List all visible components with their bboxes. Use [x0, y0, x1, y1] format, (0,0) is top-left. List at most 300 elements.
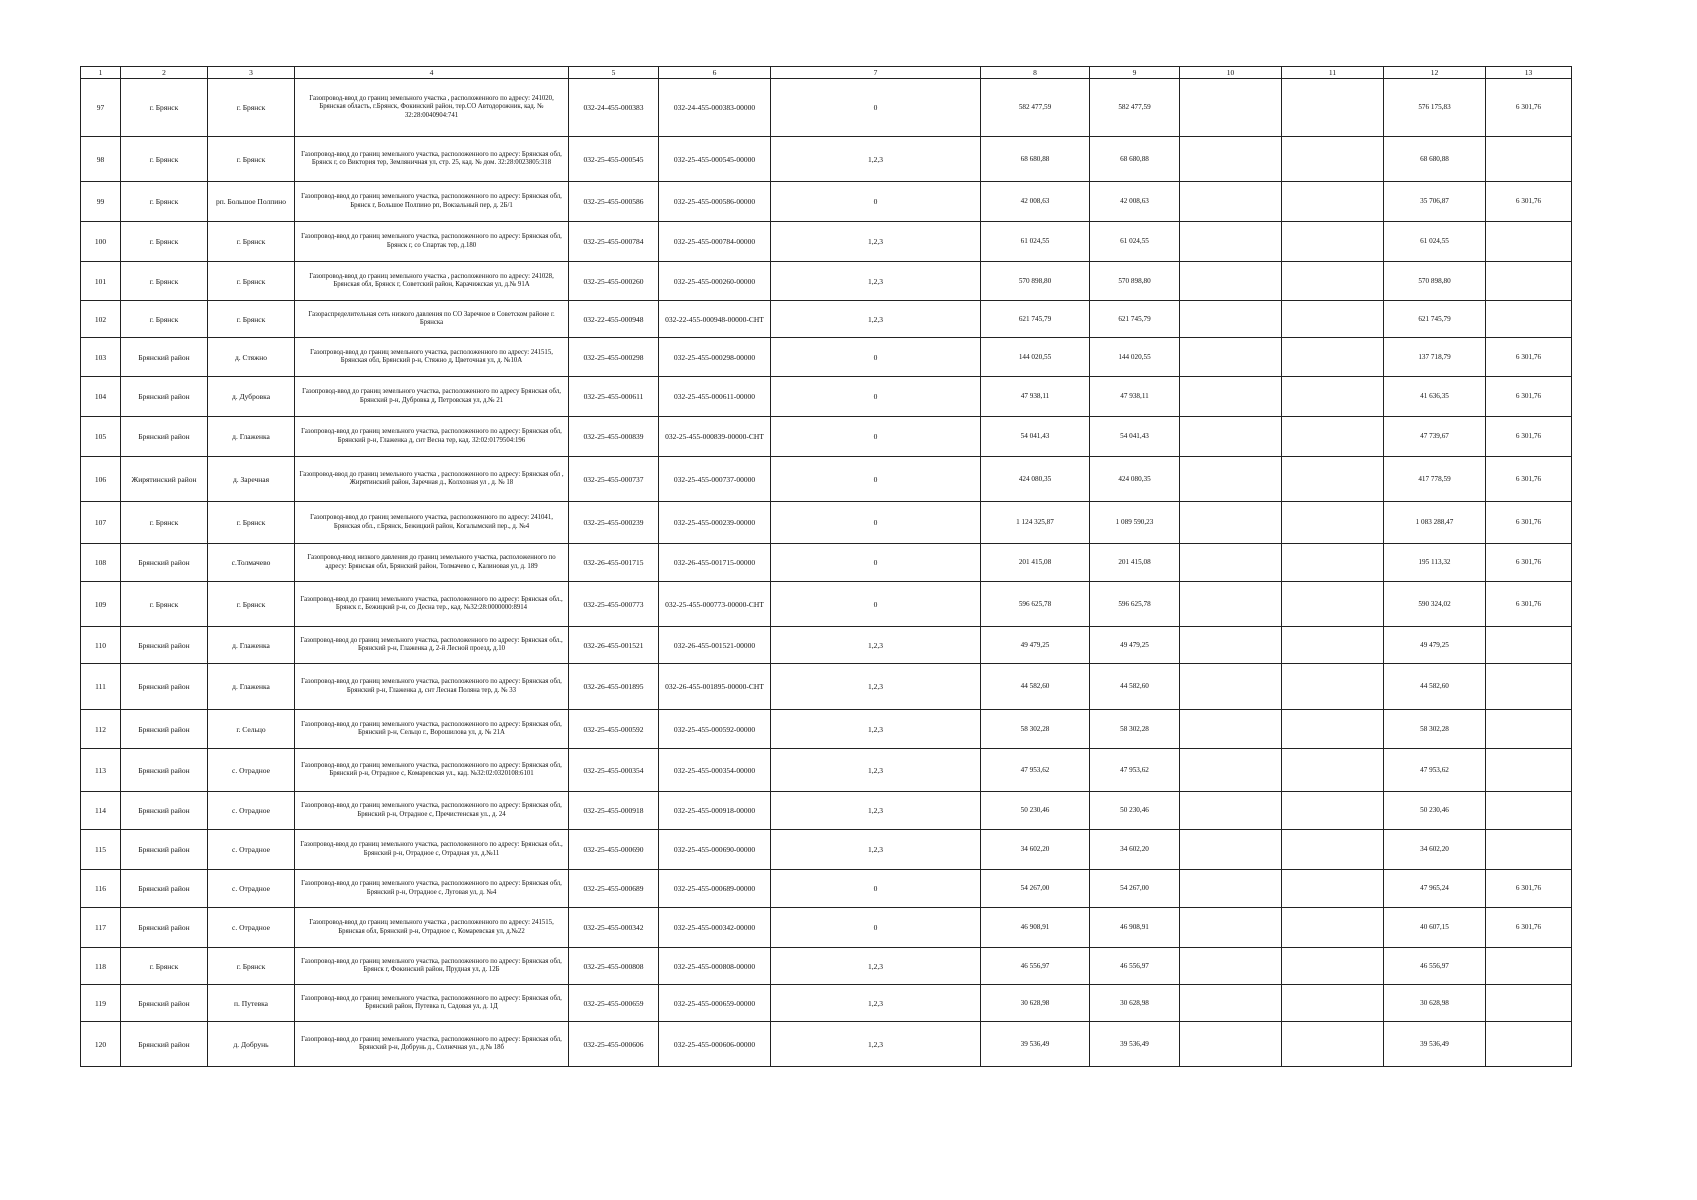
district-cell: Брянский район: [121, 830, 208, 870]
amount-cell: 47 938,11: [981, 377, 1090, 417]
table-row: [81, 582, 1572, 627]
row-number: 107: [81, 502, 121, 544]
amount-cell: [1180, 870, 1282, 908]
description-cell: Газопровод-ввод до границ земельного участка, расположенного по адресу: Брянская обл, Брянский р-н, Отрадное с, Комаревская ул., кад. №32:02:0320108:6101: [295, 749, 569, 792]
amount-cell: 137 718,79: [1384, 338, 1486, 377]
amount-cell: 6 301,76: [1486, 182, 1572, 222]
table-row: [81, 985, 1572, 1022]
amount-cell: [1282, 985, 1384, 1022]
district-cell: г. Брянск: [121, 301, 208, 338]
inventory-code-cell: 032-24-455-000383-00000: [659, 79, 771, 137]
table-row: [81, 749, 1572, 792]
district-cell: г. Брянск: [121, 262, 208, 301]
locality-cell: г. Сельцо: [208, 710, 295, 749]
amount-cell: 49 479,25: [1090, 627, 1180, 664]
row-number: 114: [81, 792, 121, 830]
inventory-code-cell: 032-25-455-000773-00000-СНТ: [659, 582, 771, 627]
object-code-cell: 032-25-455-000839: [569, 417, 659, 457]
column-header: 7: [771, 67, 981, 79]
description-cell: Газопровод-ввод до границ земельного участка, расположенного по адресу: Брянская обл, Брянск г, Большое Полпино рп, Вокзальный пер, д. 2Б/1: [295, 182, 569, 222]
data-table: [80, 66, 1572, 1067]
amount-cell: 570 898,80: [1090, 262, 1180, 301]
table-row: [81, 1022, 1572, 1067]
table-row: [81, 792, 1572, 830]
amount-cell: 424 080,35: [1090, 457, 1180, 502]
row-number: 109: [81, 582, 121, 627]
table-row: [81, 830, 1572, 870]
object-code-cell: 032-25-455-000659: [569, 985, 659, 1022]
amount-cell: 49 479,25: [1384, 627, 1486, 664]
table-row: [81, 338, 1572, 377]
amount-cell: 417 778,59: [1384, 457, 1486, 502]
table-row: [81, 870, 1572, 908]
locality-cell: д. Дубровка: [208, 377, 295, 417]
object-code-cell: 032-25-455-000611: [569, 377, 659, 417]
district-cell: Брянский район: [121, 417, 208, 457]
district-cell: г. Брянск: [121, 79, 208, 137]
amount-cell: [1180, 908, 1282, 948]
table-row: [81, 664, 1572, 710]
locality-cell: рп. Большое Полпино: [208, 182, 295, 222]
amount-cell: 34 602,20: [981, 830, 1090, 870]
object-code-cell: 032-25-455-000586: [569, 182, 659, 222]
category-cell: 0: [771, 544, 981, 582]
amount-cell: [1180, 137, 1282, 182]
amount-cell: 47 953,62: [981, 749, 1090, 792]
amount-cell: [1282, 948, 1384, 985]
object-code-cell: 032-22-455-000948: [569, 301, 659, 338]
amount-cell: 54 041,43: [1090, 417, 1180, 457]
amount-cell: [1486, 710, 1572, 749]
object-code-cell: 032-25-455-000808: [569, 948, 659, 985]
district-cell: г. Брянск: [121, 502, 208, 544]
description-cell: Газопровод-ввод до границ земельного участка, расположенного по адресу: Брянская обл., Брянский р-н, Глаженка д, 2-й Лесной проезд, д.10: [295, 627, 569, 664]
amount-cell: [1282, 1022, 1384, 1067]
amount-cell: [1180, 301, 1282, 338]
district-cell: Брянский район: [121, 544, 208, 582]
amount-cell: [1282, 417, 1384, 457]
amount-cell: 6 301,76: [1486, 502, 1572, 544]
category-cell: 1,2,3: [771, 985, 981, 1022]
amount-cell: 6 301,76: [1486, 908, 1572, 948]
object-code-cell: 032-26-455-001895: [569, 664, 659, 710]
locality-cell: г. Брянск: [208, 79, 295, 137]
amount-cell: 621 745,79: [1090, 301, 1180, 338]
amount-cell: 6 301,76: [1486, 544, 1572, 582]
locality-cell: с. Отрадное: [208, 870, 295, 908]
inventory-code-cell: 032-25-455-000342-00000: [659, 908, 771, 948]
amount-cell: 144 020,55: [981, 338, 1090, 377]
amount-cell: [1282, 502, 1384, 544]
inventory-code-cell: 032-25-455-000784-00000: [659, 222, 771, 262]
column-header: 8: [981, 67, 1090, 79]
locality-cell: с. Отрадное: [208, 749, 295, 792]
amount-cell: 6 301,76: [1486, 582, 1572, 627]
object-code-cell: 032-25-455-000784: [569, 222, 659, 262]
amount-cell: [1486, 627, 1572, 664]
amount-cell: 61 024,55: [981, 222, 1090, 262]
table-row: [81, 182, 1572, 222]
category-cell: 1,2,3: [771, 262, 981, 301]
district-cell: г. Брянск: [121, 948, 208, 985]
amount-cell: 596 625,78: [1090, 582, 1180, 627]
object-code-cell: 032-25-455-000606: [569, 1022, 659, 1067]
column-header: 5: [569, 67, 659, 79]
description-cell: Газопровод-ввод до границ земельного участка, расположенного по адресу: Брянская обл, Брянский р-н, Отрадное с, Луговая ул, д. №4: [295, 870, 569, 908]
amount-cell: 54 267,00: [1090, 870, 1180, 908]
amount-cell: [1282, 182, 1384, 222]
amount-cell: 44 582,60: [1384, 664, 1486, 710]
amount-cell: 30 628,98: [981, 985, 1090, 1022]
amount-cell: [1486, 792, 1572, 830]
category-cell: 1,2,3: [771, 792, 981, 830]
object-code-cell: 032-25-455-000592: [569, 710, 659, 749]
district-cell: г. Брянск: [121, 222, 208, 262]
inventory-code-cell: 032-25-455-000298-00000: [659, 338, 771, 377]
category-cell: 0: [771, 582, 981, 627]
row-number: 106: [81, 457, 121, 502]
amount-cell: [1282, 262, 1384, 301]
description-cell: Газопровод-ввод до границ земельного участка, расположенного по адресу: Брянская обл, Брянский р-н, Добрунь д., Солнечная ул., д.№ 18б: [295, 1022, 569, 1067]
amount-cell: 6 301,76: [1486, 338, 1572, 377]
amount-cell: 68 680,88: [1384, 137, 1486, 182]
locality-cell: г. Брянск: [208, 137, 295, 182]
amount-cell: 58 302,28: [981, 710, 1090, 749]
district-cell: Брянский район: [121, 870, 208, 908]
description-cell: Газопровод-ввод до границ земельного участка, расположенного по адресу: Брянская обл, Брянский р-н, Сельцо г., Ворошилова ул, д. № 21А: [295, 710, 569, 749]
amount-cell: [1486, 664, 1572, 710]
district-cell: Брянский район: [121, 338, 208, 377]
amount-cell: [1180, 664, 1282, 710]
amount-cell: 49 479,25: [981, 627, 1090, 664]
amount-cell: [1486, 985, 1572, 1022]
amount-cell: 50 230,46: [1384, 792, 1486, 830]
header-row: [81, 67, 1572, 79]
inventory-code-cell: 032-25-455-000592-00000: [659, 710, 771, 749]
inventory-code-cell: 032-25-455-000611-00000: [659, 377, 771, 417]
category-cell: 0: [771, 79, 981, 137]
amount-cell: 34 602,20: [1384, 830, 1486, 870]
amount-cell: 46 556,97: [1090, 948, 1180, 985]
amount-cell: 68 680,88: [1090, 137, 1180, 182]
row-number: 103: [81, 338, 121, 377]
category-cell: 0: [771, 182, 981, 222]
row-number: 117: [81, 908, 121, 948]
amount-cell: [1180, 338, 1282, 377]
description-cell: Газопровод-ввод до границ земельного участка, расположенного по адресу: Брянская обл, Брянск г, Фокинский район, Прудная ул, д. 12Б: [295, 948, 569, 985]
category-cell: 0: [771, 338, 981, 377]
object-code-cell: 032-26-455-001521: [569, 627, 659, 664]
table-row: [81, 502, 1572, 544]
amount-cell: 41 636,35: [1384, 377, 1486, 417]
amount-cell: [1282, 338, 1384, 377]
district-cell: Брянский район: [121, 1022, 208, 1067]
category-cell: 0: [771, 870, 981, 908]
table-row: [81, 627, 1572, 664]
category-cell: 0: [771, 908, 981, 948]
district-cell: г. Брянск: [121, 137, 208, 182]
amount-cell: 42 008,63: [1090, 182, 1180, 222]
table-row: [81, 908, 1572, 948]
column-header: 9: [1090, 67, 1180, 79]
inventory-code-cell: 032-25-455-000239-00000: [659, 502, 771, 544]
district-cell: г. Брянск: [121, 582, 208, 627]
amount-cell: [1486, 262, 1572, 301]
amount-cell: [1180, 627, 1282, 664]
amount-cell: 195 113,32: [1384, 544, 1486, 582]
amount-cell: 30 628,98: [1384, 985, 1486, 1022]
row-number: 105: [81, 417, 121, 457]
locality-cell: д. Добрунь: [208, 1022, 295, 1067]
amount-cell: [1180, 262, 1282, 301]
column-header: 3: [208, 67, 295, 79]
row-number: 116: [81, 870, 121, 908]
locality-cell: с.Толмачево: [208, 544, 295, 582]
amount-cell: 39 536,49: [1090, 1022, 1180, 1067]
amount-cell: [1282, 830, 1384, 870]
inventory-code-cell: 032-25-455-000839-00000-СНТ: [659, 417, 771, 457]
amount-cell: 576 175,83: [1384, 79, 1486, 137]
column-header: 6: [659, 67, 771, 79]
inventory-code-cell: 032-26-455-001895-00000-СНТ: [659, 664, 771, 710]
row-number: 97: [81, 79, 121, 137]
column-header: 11: [1282, 67, 1384, 79]
district-cell: Брянский район: [121, 985, 208, 1022]
description-cell: Газопровод-ввод до границ земельного участка, расположенного по адресу: Брянская обл., Брянск г., Бежицкий р-н, со Десна тер., кад. №32:28:0000000:8914: [295, 582, 569, 627]
amount-cell: 46 908,91: [1090, 908, 1180, 948]
amount-cell: 47 938,11: [1090, 377, 1180, 417]
amount-cell: [1180, 582, 1282, 627]
amount-cell: [1486, 222, 1572, 262]
amount-cell: 40 607,15: [1384, 908, 1486, 948]
description-cell: Газопровод-ввод до границ земельного участка , расположенного по адресу: 241028, Брянская обл, Брянск г, Советский район, Карачижская ул, д.№ 91А: [295, 262, 569, 301]
category-cell: 0: [771, 457, 981, 502]
amount-cell: 6 301,76: [1486, 870, 1572, 908]
district-cell: Брянский район: [121, 627, 208, 664]
table-row: [81, 544, 1572, 582]
inventory-code-cell: 032-25-455-000586-00000: [659, 182, 771, 222]
row-number: 115: [81, 830, 121, 870]
district-cell: Брянский район: [121, 908, 208, 948]
amount-cell: 621 745,79: [981, 301, 1090, 338]
inventory-code-cell: 032-25-455-000260-00000: [659, 262, 771, 301]
row-number: 102: [81, 301, 121, 338]
row-number: 120: [81, 1022, 121, 1067]
district-cell: Брянский район: [121, 749, 208, 792]
object-code-cell: 032-25-455-000260: [569, 262, 659, 301]
amount-cell: [1180, 222, 1282, 262]
district-cell: Брянский район: [121, 377, 208, 417]
inventory-code-cell: 032-25-455-000545-00000: [659, 137, 771, 182]
amount-cell: 6 301,76: [1486, 417, 1572, 457]
inventory-code-cell: 032-26-455-001715-00000: [659, 544, 771, 582]
amount-cell: 590 324,02: [1384, 582, 1486, 627]
amount-cell: 570 898,80: [1384, 262, 1486, 301]
category-cell: 1,2,3: [771, 710, 981, 749]
description-cell: Газопровод-ввод до границ земельного участка , расположенного по адресу: 241020, Брянская область, г.Брянск, Фокинский район, тер.СО Автодорожник, кад. № 32:28:0040904:741: [295, 79, 569, 137]
row-number: 113: [81, 749, 121, 792]
category-cell: 1,2,3: [771, 137, 981, 182]
row-number: 100: [81, 222, 121, 262]
amount-cell: [1180, 502, 1282, 544]
object-code-cell: 032-25-455-000298: [569, 338, 659, 377]
amount-cell: 46 908,91: [981, 908, 1090, 948]
amount-cell: 1 083 288,47: [1384, 502, 1486, 544]
table-row: [81, 377, 1572, 417]
amount-cell: 1 089 590,23: [1090, 502, 1180, 544]
amount-cell: 6 301,76: [1486, 457, 1572, 502]
object-code-cell: 032-25-455-000689: [569, 870, 659, 908]
locality-cell: г. Брянск: [208, 262, 295, 301]
district-cell: Брянский район: [121, 792, 208, 830]
amount-cell: [1282, 137, 1384, 182]
description-cell: Газопровод-ввод до границ земельного участка, расположенного по адресу: Брянская обл, Брянск г, со Спартак тер, д.180: [295, 222, 569, 262]
locality-cell: г. Брянск: [208, 301, 295, 338]
amount-cell: [1180, 710, 1282, 749]
description-cell: Газопровод-ввод до границ земельного участка, расположенного по адресу: Брянская обл, Брянск г, со Виктория тер, Земляничная ул, стр. 25, кад. № дом. 32:28:0023805:318: [295, 137, 569, 182]
row-number: 119: [81, 985, 121, 1022]
description-cell: Газораспределительная сеть низкого давления по СО Заречное в Советском районе г. Брянска: [295, 301, 569, 338]
inventory-code-cell: 032-22-455-000948-00000-СНТ: [659, 301, 771, 338]
amount-cell: [1180, 1022, 1282, 1067]
table-row: [81, 710, 1572, 749]
locality-cell: д. Глаженка: [208, 627, 295, 664]
amount-cell: 61 024,55: [1384, 222, 1486, 262]
amount-cell: [1282, 792, 1384, 830]
inventory-code-cell: 032-25-455-000918-00000: [659, 792, 771, 830]
table-row: [81, 137, 1572, 182]
object-code-cell: 032-25-455-000690: [569, 830, 659, 870]
object-code-cell: 032-25-455-000545: [569, 137, 659, 182]
amount-cell: [1180, 830, 1282, 870]
category-cell: 1,2,3: [771, 830, 981, 870]
amount-cell: [1180, 457, 1282, 502]
locality-cell: п. Путевка: [208, 985, 295, 1022]
locality-cell: г. Брянск: [208, 502, 295, 544]
description-cell: Газопровод-ввод до границ земельного участка, расположенного по адресу: Брянская обл, Брянский район, Путевка п, Садовая ул, д. 1Д: [295, 985, 569, 1022]
inventory-code-cell: 032-25-455-000690-00000: [659, 830, 771, 870]
object-code-cell: 032-24-455-000383: [569, 79, 659, 137]
amount-cell: [1282, 79, 1384, 137]
amount-cell: [1282, 870, 1384, 908]
amount-cell: 596 625,78: [981, 582, 1090, 627]
amount-cell: 201 415,08: [1090, 544, 1180, 582]
amount-cell: 47 953,62: [1090, 749, 1180, 792]
amount-cell: 39 536,49: [981, 1022, 1090, 1067]
amount-cell: [1282, 710, 1384, 749]
row-number: 101: [81, 262, 121, 301]
amount-cell: [1486, 948, 1572, 985]
object-code-cell: 032-25-455-000342: [569, 908, 659, 948]
description-cell: Газопровод-ввод до границ земельного участка, расположенного по адресу: Брянская обл, Брянский р-н, Глаженка д, снт Лесная Поляна тер, д. № 33: [295, 664, 569, 710]
row-number: 98: [81, 137, 121, 182]
description-cell: Газопровод-ввод до границ земельного участка , расположенного по адресу: 241515, Брянская обл, Брянский р-н, Отрадное с, Комаревская ул, д.№22: [295, 908, 569, 948]
amount-cell: 50 230,46: [1090, 792, 1180, 830]
amount-cell: 46 556,97: [981, 948, 1090, 985]
amount-cell: [1282, 664, 1384, 710]
amount-cell: 44 582,60: [1090, 664, 1180, 710]
amount-cell: [1486, 137, 1572, 182]
inventory-code-cell: 032-25-455-000606-00000: [659, 1022, 771, 1067]
table-row: [81, 222, 1572, 262]
category-cell: 1,2,3: [771, 749, 981, 792]
amount-cell: 30 628,98: [1090, 985, 1180, 1022]
amount-cell: 47 739,67: [1384, 417, 1486, 457]
column-header: 2: [121, 67, 208, 79]
amount-cell: [1180, 182, 1282, 222]
amount-cell: [1180, 948, 1282, 985]
amount-cell: [1486, 301, 1572, 338]
amount-cell: 35 706,87: [1384, 182, 1486, 222]
amount-cell: 58 302,28: [1384, 710, 1486, 749]
locality-cell: с. Отрадное: [208, 830, 295, 870]
row-number: 111: [81, 664, 121, 710]
amount-cell: 621 745,79: [1384, 301, 1486, 338]
description-cell: Газопровод-ввод до границ земельного участка, расположенного по адресу: 241515, Брянская обл, Брянский р-н, Стяжно д, Цветочная ул, д. №10А: [295, 338, 569, 377]
district-cell: Жирятинский район: [121, 457, 208, 502]
amount-cell: 39 536,49: [1384, 1022, 1486, 1067]
row-number: 99: [81, 182, 121, 222]
table-row: [81, 262, 1572, 301]
row-number: 110: [81, 627, 121, 664]
amount-cell: 1 124 325,87: [981, 502, 1090, 544]
description-cell: Газопровод-ввод до границ земельного участка, расположенного по адресу: 241041, Брянская обл., г.Брянск, Бежицкий район, Когалымский пер., д. №4: [295, 502, 569, 544]
inventory-code-cell: 032-25-455-000689-00000: [659, 870, 771, 908]
inventory-code-cell: 032-25-455-000737-00000: [659, 457, 771, 502]
amount-cell: [1180, 377, 1282, 417]
amount-cell: 47 965,24: [1384, 870, 1486, 908]
amount-cell: [1282, 627, 1384, 664]
amount-cell: [1180, 749, 1282, 792]
column-header: 10: [1180, 67, 1282, 79]
description-cell: Газопровод-ввод до границ земельного участка, расположенного по адресу: Брянская обл, Брянский р-н, Глаженка д, снт Весна тер, кад. 32:02:0179504:196: [295, 417, 569, 457]
description-cell: Газопровод-ввод низкого давления до границ земельного участка, расположенного по адресу: Брянская обл, Брянский район, Толмачево с, Калиновая ул, д. 189: [295, 544, 569, 582]
amount-cell: [1486, 830, 1572, 870]
description-cell: Газопровод-ввод до границ земельного участка , расположенного по адресу: Брянская обл , Жирятинский район, Заречная д., Колхозная ул , д. № 18: [295, 457, 569, 502]
amount-cell: 144 020,55: [1090, 338, 1180, 377]
locality-cell: д. Глаженка: [208, 664, 295, 710]
column-header: 12: [1384, 67, 1486, 79]
amount-cell: [1282, 544, 1384, 582]
description-cell: Газопровод-ввод до границ земельного участка, расположенного по адресу: Брянская обл., Брянский р-н, Отрадное с, Отрадная ул, д.№11: [295, 830, 569, 870]
row-number: 112: [81, 710, 121, 749]
inventory-code-cell: 032-25-455-000659-00000: [659, 985, 771, 1022]
category-cell: 0: [771, 417, 981, 457]
amount-cell: [1282, 377, 1384, 417]
locality-cell: д. Заречная: [208, 457, 295, 502]
amount-cell: 582 477,59: [1090, 79, 1180, 137]
amount-cell: 54 041,43: [981, 417, 1090, 457]
amount-cell: 46 556,97: [1384, 948, 1486, 985]
table-row: [81, 457, 1572, 502]
category-cell: 1,2,3: [771, 948, 981, 985]
amount-cell: [1180, 985, 1282, 1022]
amount-cell: [1282, 457, 1384, 502]
amount-cell: [1282, 301, 1384, 338]
table-body: [81, 67, 1572, 1067]
table-row: [81, 948, 1572, 985]
amount-cell: [1486, 749, 1572, 792]
amount-cell: 42 008,63: [981, 182, 1090, 222]
category-cell: 0: [771, 502, 981, 544]
description-cell: Газопровод-ввод до границ земельного участка, расположенного по адресу: Брянская обл, Брянский р-н, Отрадное с, Пречистенская ул., д. 24: [295, 792, 569, 830]
column-header: 1: [81, 67, 121, 79]
category-cell: 0: [771, 377, 981, 417]
locality-cell: д. Глаженка: [208, 417, 295, 457]
column-header: 4: [295, 67, 569, 79]
amount-cell: [1282, 222, 1384, 262]
category-cell: 1,2,3: [771, 222, 981, 262]
